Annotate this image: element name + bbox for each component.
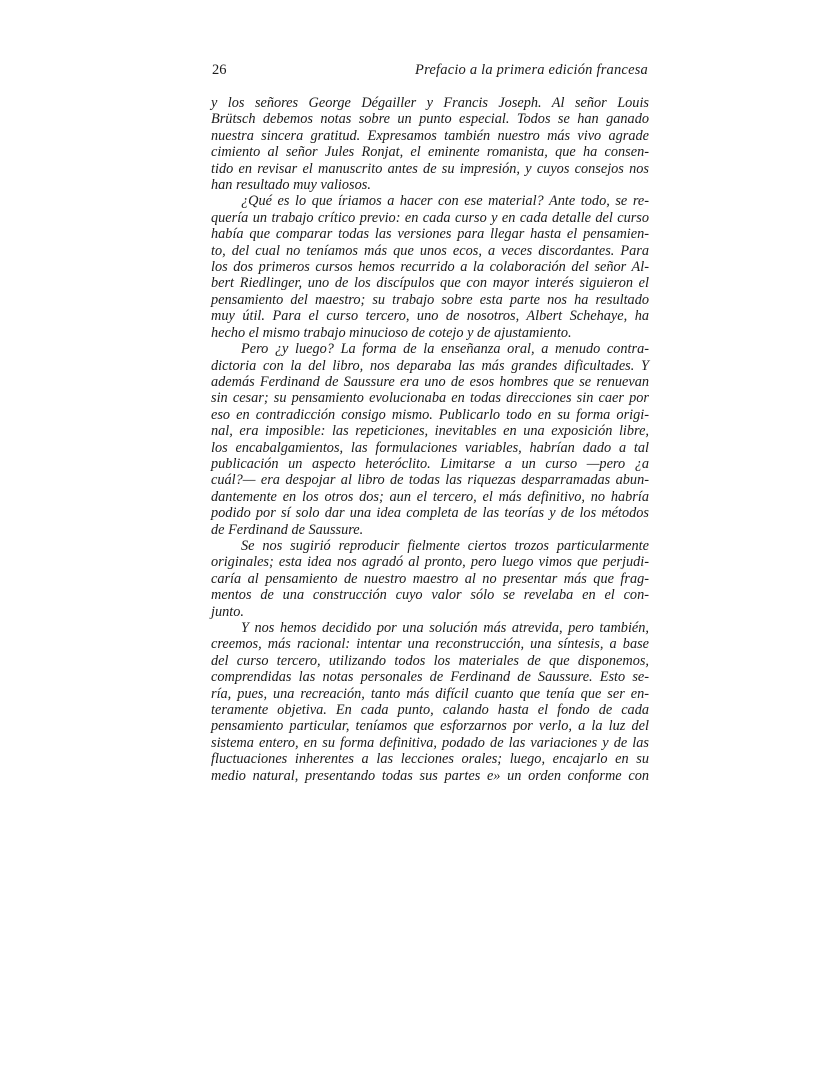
text-line: había que comparar todas las versiones para llegar hasta el pensamien- [211,226,649,243]
text-line: fluctuaciones inherentes a las lecciones orales; luego, encajarlo en su [211,751,649,768]
paragraph [211,193,649,341]
text-line: quería un trabajo crítico previo: en cada curso y en cada detalle del curso [211,209,649,226]
text-line: pensamiento del maestro; su trabajo sobre esta parte nos ha resultado [211,291,649,308]
text-line: pensamiento particular, teníamos que esforzarnos por verlo, a la luz del [211,718,649,735]
text-line: han resultado muy valiosos. [211,177,371,194]
text-line: Brütsch debemos notas sobre un punto especial. Todos se han ganado [211,111,649,128]
text-line: cimiento al señor Jules Ronjat, el eminente romanista, que ha consen- [211,144,649,161]
text-line: Pero ¿y luego? La forma de la enseñanza oral, a menudo contra- [241,341,649,358]
text-line: hecho el mismo trabajo minucioso de cotejo y de ajustamiento. [211,324,572,341]
text-line: comprendidas las notas personales de Ferdinand de Saussure. Esto se- [211,669,649,686]
text-line: medio natural, presentando todas sus partes e» un orden conforme con [211,767,649,784]
text-line: teramente objetiva. En cada punto, calando hasta el fondo de cada [211,702,649,719]
text-line: muy útil. Para el curso tercero, uno de nosotros, Albert Schehaye, ha [211,308,649,325]
text-line: to, del cual no teníamos más que unos ecos, a veces discordantes. Para [211,242,649,259]
running-title: Prefacio a la primera edición francesa [415,62,648,78]
running-header [212,62,648,82]
paragraph [211,95,649,193]
text-line: los dos primeros cursos hemos recurrido a la colaboración del señor Al- [211,259,649,276]
text-line: mentos de una construcción cuyo valor sólo se revelaba en el con- [211,587,649,604]
text-line: caría al pensamiento de nuestro maestro al no presentar más que frag- [211,570,649,587]
text-line: Se nos sugirió reproducir fielmente ciertos trozos particularmente [241,537,649,554]
text-line: del curso tercero, utilizando todos los materiales de que disponemos, [211,652,649,669]
text-line: eso en contradicción consigo mismo. Publicarlo todo en su forma origi- [211,406,649,423]
text-line: dictoria con la del libro, nos deparaba las más grandes dificultades. Y [211,357,649,374]
text-line: creemos, más racional: intentar una reconstrucción, una síntesis, a base [211,636,649,653]
text-line: ría, pues, una recreación, tanto más difícil cuanto que tenía que ser en- [211,685,649,702]
body-text [211,95,649,784]
text-line: Y nos hemos decidido por una solución más atrevida, pero también, [241,620,649,636]
text-line: nal, era imposible: las repeticiones, inevitables en una exposición libre, [211,423,649,440]
text-line: sin cesar; su pensamiento evolucionaba en todas direcciones sin caer por [211,390,649,407]
text-line: sistema entero, en su forma definitiva, podado de las variaciones y de las [211,734,649,751]
paragraph [211,620,649,784]
page-number: 26 [212,62,227,78]
text-line: cuál?— era despojar al libro de todas las riquezas desparramadas abun- [211,472,649,489]
text-line: tido en revisar el manuscrito antes de su impresión, y cuyos consejos nos [211,160,649,177]
text-line: junto. [211,603,244,620]
paragraph [211,538,649,620]
text-line: de Ferdinand de Saussure. [211,521,364,538]
text-line: además Ferdinand de Saussure era uno de esos hombres que se renuevan [211,373,649,390]
text-line: originales; esta idea nos agradó al pronto, pero luego vimos que perjudi- [211,554,649,571]
text-line: bert Riedlinger, uno de los discípulos que con mayor interés siguieron el [211,275,649,292]
text-line: los encabalgamientos, las formulaciones variables, habrían dado a tal [211,439,649,456]
text-line: y los señores George Dégailler y Francis Joseph. Al señor Louis [211,95,649,111]
text-line: ¿Qué es lo que íriamos a hacer con ese material? Ante todo, se re- [241,193,649,210]
text-line: podido por sí solo dar una idea completa de las teorías y de los métodos [211,505,649,522]
text-line: dantemente en los otros dos; aun el tercero, el más definitivo, no habría [211,488,649,505]
paragraph [211,341,649,538]
text-line: nuestra sincera gratitud. Expresamos también nuestro más vivo agrade [211,127,649,144]
text-line: publicación un aspecto heteróclito. Limitarse a un curso —pero ¿a [211,455,649,472]
